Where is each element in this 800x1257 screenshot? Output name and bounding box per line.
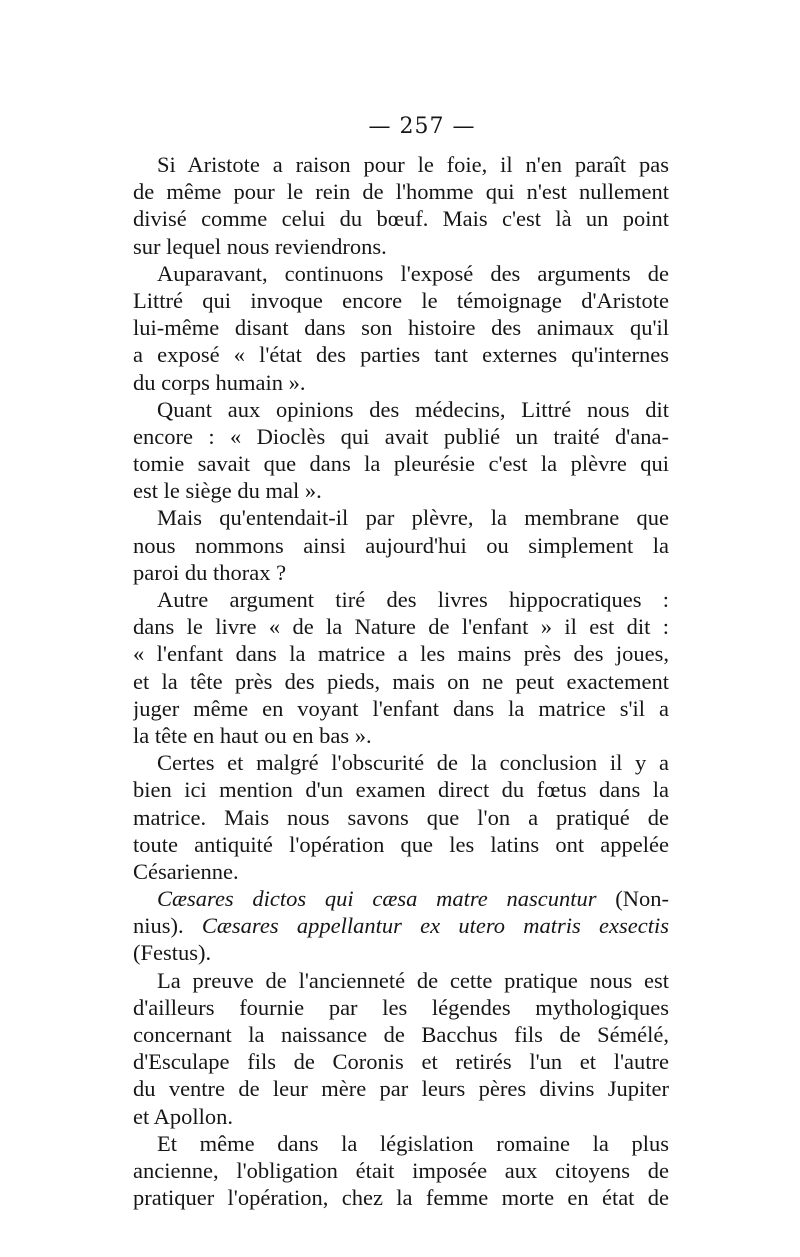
italic-quote: Cæsares appellantur ex utero matris exsectis [201, 913, 669, 939]
text-line: bien ici mention d'un examen direct du fœtus dans la [133, 777, 669, 803]
text-line [133, 912, 669, 939]
text-line: divisé comme celui du bœuf. Mais c'est là un point [133, 206, 669, 232]
text-line: paroi du thorax ? [133, 559, 287, 585]
text-line: « l'enfant dans la matrice a les mains près des joues, [133, 641, 669, 667]
page-number: — 257 — [368, 114, 476, 139]
text-line: Certes et malgré l'obscurité de la conclusion il y a [157, 750, 669, 776]
text-segment: (Non- [596, 886, 669, 912]
text-line: matrice. Mais nous savons que l'on a pratiqué de [133, 804, 669, 830]
text-line: Auparavant, continuons l'exposé des arguments de [157, 260, 669, 286]
text-line: est le siège du mal ». [133, 478, 322, 504]
body-text [133, 151, 669, 1211]
text-line: Et même dans la législation romaine la plus [157, 1130, 669, 1156]
text-line: Césarienne. [133, 858, 239, 884]
text-line: du ventre de leur mère par leurs pères divins Jupiter [133, 1076, 669, 1102]
text-line: et la tête près des pieds, mais on ne peut exactement [133, 668, 669, 694]
text-line: Autre argument tiré des livres hippocratiques : [157, 587, 669, 612]
text-line: Quant aux opinions des médecins, Littré nous dit [157, 396, 669, 422]
text-line: Littré qui invoque encore le témoignage d'Aristote [133, 287, 669, 313]
book-page [133, 112, 669, 1211]
text-line: concernant la naissance de Bacchus fils de Sémélé, [133, 1022, 669, 1047]
italic-quote: Cæsares dictos qui cæsa matre nascuntur [157, 886, 597, 912]
text-line: et Apollon. [133, 1103, 233, 1129]
text-line: juger même en voyant l'enfant dans la matrice s'il a [133, 695, 669, 721]
text-line [133, 885, 669, 912]
text-line: lui-même disant dans son histoire des animaux qu'il [133, 315, 669, 341]
text-line: tomie savait que dans la pleurésie c'est la plèvre qui [133, 451, 669, 477]
text-line: Si Aristote a raison pour le foie, il n'en paraît pas [157, 152, 669, 177]
text-line: pratiquer l'opération, chez la femme morte en état de [133, 1185, 669, 1211]
text-line: nous nommons ainsi aujourd'hui ou simplement la [133, 532, 669, 558]
text-line: sur lequel nous reviendrons. [133, 233, 387, 259]
text-line: dans le livre « de la Nature de l'enfant » il est dit : [133, 614, 669, 640]
text-line: de même pour le rein de l'homme qui n'est nullement [133, 179, 669, 205]
text-line: toute antiquité l'opération que les latins ont appelée [133, 831, 669, 857]
text-line: (Festus). [133, 940, 212, 966]
text-line: ancienne, l'obligation était imposée aux citoyens de [133, 1157, 669, 1183]
text-line: Mais qu'entendait-il par plèvre, la membrane que [157, 505, 669, 531]
text-line: la tête en haut ou en bas ». [133, 722, 372, 748]
text-segment: nius). [133, 913, 202, 939]
text-line: La preuve de l'ancienneté de cette pratique nous est [157, 967, 669, 993]
text-line: d'ailleurs fournie par les légendes mythologiques [133, 994, 669, 1020]
text-line: du corps humain ». [133, 369, 306, 395]
text-line: d'Esculape fils de Coronis et retirés l'un et l'autre [133, 1049, 669, 1075]
text-line: encore : « Dioclès qui avait publié un traité d'ana- [133, 423, 669, 449]
text-line: a exposé « l'état des parties tant externes qu'internes [133, 342, 669, 368]
